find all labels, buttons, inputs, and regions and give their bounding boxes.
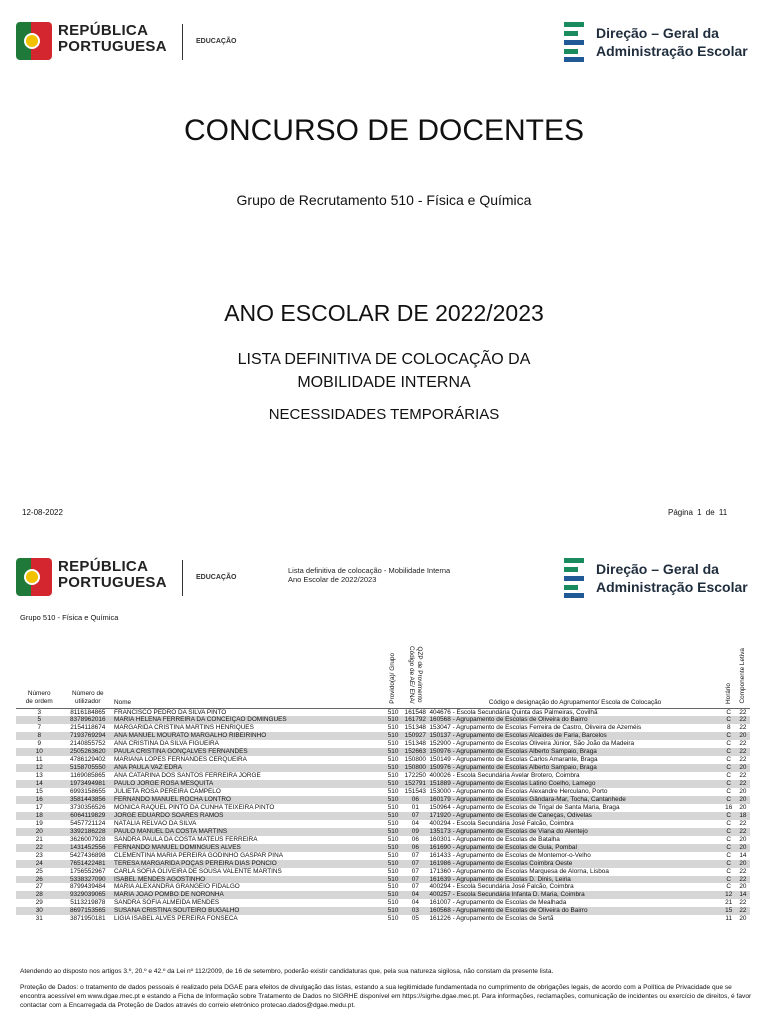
cell-provido-grupo: 510 [384,748,402,756]
cell-componente-letiva: 22 [739,867,747,875]
cell-componente-letiva: 20 [736,764,750,772]
cell-escola-colocacao: 153047 - Agrupamento de Escolas Ferreira de Castro, Oliveira de Azeméis [429,724,642,732]
cell-numero-utilizador: 9329039065 [63,891,114,899]
cell-codigo-provimento: 152791 [402,780,428,788]
table-row [16,836,750,844]
header-numero-utilizador: Número de utilizador [63,628,114,708]
cell-provido-grupo: 510 [387,819,399,827]
cell-numero-utilizador: 1169085865 [70,772,106,780]
cell-numero-utilizador: 5158705550 [63,764,114,772]
cell-numero-utilizador: 8697153565 [63,907,114,915]
portugal-flag-icon [16,22,52,60]
cell-nome: MARIA ALEXANDRA GRANGEIO FIDALGO [114,883,240,891]
dgae-logo [564,558,754,598]
table-row [16,828,750,836]
dgae-wordmark: Direção – Geral da Administração Escolar [596,25,748,59]
cell-horario: 8 [726,724,731,732]
cell-nome: ISABEL MENDES AGOSTINHO [113,876,384,884]
table-row [16,740,750,748]
cell-escola-colocacao: 161986 - Agrupamento de Escolas Coimbra Oeste [428,860,721,868]
cell-escola-colocacao: 161639 - Agrupamento de Escolas D. Dinis, Leiria [428,876,721,884]
cell-numero-utilizador: 7193769294 [63,732,114,740]
placement-table [16,628,750,923]
cell-codigo-provimento: 150800 [402,764,428,772]
dgae-wordmark: Direção – Geral da Administração Escolar [596,561,748,595]
table-row [16,915,750,923]
table-row [16,868,750,876]
recruitment-group: Grupo de Recrutamento 510 - Física e Química [236,192,532,208]
table-row [16,883,750,891]
cell-codigo-provimento: 07 [402,876,428,884]
cell-codigo-provimento: 161792 [402,716,428,724]
cell-numero-utilizador: 2140855752 [70,740,106,748]
cell-componente-letiva: 22 [739,772,747,780]
cell-codigo-provimento: 150927 [402,732,428,740]
cell-componente-letiva: 20 [739,835,747,843]
cell-numero-utilizador: 3730356526 [70,803,106,811]
republica-portuguesa-wordmark: REPÚBLICA PORTUGUESA [58,558,167,591]
cell-nome: MÓNICA RAQUEL PINTO DA CUNHA TEIXEIRA PINTO [114,803,275,811]
cell-codigo-provimento: 161548 [404,708,426,716]
table-row [16,891,750,899]
cell-horario: C [726,851,732,859]
cell-nome: PAULA CRISTINA GONÇALVES FERNANDES [113,748,384,756]
cell-numero-utilizador: 4786129402 [70,756,106,764]
list-date: 12-08-2022 [22,508,63,517]
cell-nome: CLEMENTINA MARIA PEREIRA GODINHO GASPAR PINA [114,851,283,859]
cell-horario: 12 [722,891,736,899]
cell-provido-grupo: 510 [387,851,399,859]
needs-title: NECESSIDADES TEMPORÁRIAS [268,406,500,423]
cell-escola-colocacao: 135173 - Agrupamento de Escolas de Viana do Alentejo [428,828,721,836]
cell-componente-letiva: 20 [736,860,750,868]
cell-codigo-provimento: 152663 [402,748,428,756]
cell-escola-colocacao: 400294 - Escola Secundária José Falcão, Coimbra [429,883,574,891]
cell-componente-letiva: 22 [739,819,747,827]
cell-escola-colocacao: 161007 - Agrupamento de Escolas de Mealhada [429,899,567,907]
header-escola-colocacao: Código e designação do Agrupamento/ Escola de Colocação [428,628,721,708]
cell-componente-letiva: 22 [736,780,750,788]
cell-escola-colocacao: 400026 - Escola Secundária Avelar Brotero, Coimbra [429,772,580,780]
cell-numero-utilizador: 1973494981 [63,780,114,788]
cell-escola-colocacao: 150149 - Agrupamento de Escolas Carlos Amarante, Braga [429,756,598,764]
school-year: ANO ESCOLAR DE 2022/2023 [224,300,544,326]
cell-provido-grupo: 510 [384,796,402,804]
cell-componente-letiva: 20 [739,883,747,891]
cell-numero-utilizador: 5113219878 [70,899,106,907]
cell-nome: ANA CRISTINA DA SILVA FIGUEIRA [114,740,219,748]
cell-codigo-provimento: 04 [411,899,419,907]
cell-horario: C [722,844,736,852]
cell-codigo-provimento: 05 [411,915,419,923]
cell-escola-colocacao: 150964 - Agrupamento de Escolas de Trigal de Santa Maria, Braga [429,803,620,811]
header-codigo-provimento: Código de AE/ ENA/ QZP de Provimento [402,628,428,708]
cell-horario: C [722,764,736,772]
cell-horario: C [726,835,732,843]
cell-numero-ordem: 30 [16,907,63,915]
cell-horario: C [726,772,732,780]
cell-provido-grupo: 510 [387,724,399,732]
table-row [16,708,750,716]
republica-portuguesa-logo [16,556,237,600]
cell-componente-letiva: 22 [736,876,750,884]
header-horario: Horário [722,628,736,708]
cell-provido-grupo: 510 [384,891,402,899]
cell-provido-grupo: 510 [387,772,399,780]
table-header-row [16,628,750,708]
cell-componente-letiva: 20 [736,844,750,852]
cell-numero-utilizador: 8116184865 [70,708,106,716]
cell-horario: C [722,860,736,868]
cell-horario: C [726,819,732,827]
dgae-mark-icon [564,558,586,598]
cell-numero-ordem: 27 [35,883,43,891]
cell-horario: 15 [722,907,736,915]
cell-nome: MARIANA LOPES FERNANDES CERQUEIRA [114,756,247,764]
cell-codigo-provimento: 06 [411,835,419,843]
cell-numero-ordem: 17 [35,803,43,811]
cell-numero-utilizador: 5457721124 [70,819,106,827]
cell-horario: C [726,883,732,891]
cell-horario: C [726,867,732,875]
cell-componente-letiva: 22 [739,899,747,907]
cell-provido-grupo: 510 [387,899,399,907]
cell-escola-colocacao: 161226 - Agrupamento de Escolas de Sertã [429,915,554,923]
cell-codigo-provimento: 06 [402,796,428,804]
list-title: LISTA DEFINITIVA DE COLOCAÇÃO DA MOBILIDADE INTERNA [237,351,531,391]
cell-provido-grupo: 510 [384,907,402,915]
table-row [16,716,750,724]
cell-numero-utilizador: 6064119829 [63,812,114,820]
cell-provido-grupo: 510 [387,788,399,796]
cell-componente-letiva: 20 [736,732,750,740]
cell-provido-grupo: 510 [384,844,402,852]
cell-numero-ordem: 23 [35,851,43,859]
cell-componente-letiva: 22 [736,716,750,724]
cell-provido-grupo: 510 [384,732,402,740]
cell-numero-ordem: 12 [16,764,63,772]
cell-nome: SUSANA CRISTINA SOUTEIRO BUGALHO [113,907,384,915]
page-title: CONCURSO DE DOCENTES [183,114,585,147]
cell-codigo-provimento: 03 [402,907,428,915]
educacao-label: EDUCAÇÃO [196,38,237,45]
cell-provido-grupo: 510 [384,764,402,772]
cell-numero-ordem: 5 [16,716,63,724]
cell-nome: SANDRA PAULA DA COSTA MATEUS FERREIRA [114,835,258,843]
dgae-logo [564,22,754,62]
header-nome: Nome [113,628,384,708]
table-row [16,907,750,915]
cell-provido-grupo: 510 [387,915,399,923]
cell-escola-colocacao: 150976 - Agrupamento de Escolas Alberto Sampaio, Braga [428,764,721,772]
cell-nome: PAULO JORGE ROSA MESQUITA [113,780,384,788]
cell-numero-ordem: 10 [16,748,63,756]
cell-escola-colocacao: 171360 - Agrupamento de Escolas Marquesa de Alorna, Lisboa [429,867,609,875]
cell-provido-grupo: 510 [384,860,402,868]
table-row [16,732,750,740]
cell-nome: CARLA SOFIA OLIVEIRA DE SOUSA VALENTE MARTINS [114,867,282,875]
cell-componente-letiva: 14 [739,851,747,859]
cell-codigo-provimento: 150800 [404,756,426,764]
cell-codigo-provimento: 151348 [404,724,426,732]
table-row [16,780,750,788]
cell-numero-ordem: 24 [16,860,63,868]
cell-numero-ordem: 26 [16,876,63,884]
cell-horario: C [726,708,732,716]
cell-numero-ordem: 18 [16,812,63,820]
cell-codigo-provimento: 04 [402,891,428,899]
group-label: Grupo 510 - Física e Química [20,613,119,622]
cell-escola-colocacao: 161690 - Agrupamento de Escolas de Gula, Pombal [428,844,721,852]
cell-horario: C [722,812,736,820]
cell-escola-colocacao: 152900 - Agrupamento de Escolas Oliveira Júnior, São João da Madeira [429,740,635,748]
cell-nome: ANA CATARINA DOS SANTOS FERREIRA JORGE [114,772,261,780]
cell-nome: MARIA HELENA FERREIRA DA CONCEIÇÃO DOMINGUES [113,716,384,724]
cell-codigo-provimento: 07 [411,883,419,891]
table-row [16,812,750,820]
table-row [16,820,750,828]
cell-nome: ANA MANUEL MOURATO MARGALHO RIBEIRINHO [113,732,384,740]
cell-nome: NATÁLIA RELVÃO DA SILVA [114,819,197,827]
page-number: Página 1 de 11 [668,508,728,517]
cell-componente-letiva: 22 [736,828,750,836]
cell-provido-grupo: 510 [384,828,402,836]
cell-escola-colocacao: 160568 - Agrupamento de Escolas de Oliveira do Bairro [428,907,721,915]
cell-horario: 11 [725,915,733,923]
cell-escola-colocacao: 404676 - Escola Secundária Quinta das Palmeiras, Covilhã [429,708,598,716]
cell-componente-letiva: 22 [739,708,747,716]
table-row [16,764,750,772]
cell-nome: PAULO MANUEL DA COSTA MARTINS [113,828,384,836]
cell-escola-colocacao: 171920 - Agrupamento de Escolas de Caneças, Odivelas [428,812,721,820]
cell-numero-ordem: 15 [35,788,43,796]
cell-componente-letiva: 22 [736,907,750,915]
cover-header [0,16,768,66]
cell-numero-ordem: 16 [16,796,63,804]
cell-numero-utilizador: 6993158655 [70,788,106,796]
cell-nome: LIGIA ISABEL ALVES PEREIRA FONSECA [114,915,238,923]
cell-provido-grupo: 510 [384,716,402,724]
cell-codigo-provimento: 06 [402,844,428,852]
cell-componente-letiva: 20 [739,803,747,811]
logo-divider [182,24,183,60]
cell-numero-ordem: 28 [16,891,63,899]
table-page-header [0,552,768,602]
cell-numero-ordem: 20 [16,828,63,836]
dgae-mark-icon [564,22,586,62]
cell-componente-letiva: 18 [736,812,750,820]
cell-provido-grupo: 510 [384,876,402,884]
cell-componente-letiva: 20 [736,796,750,804]
cell-codigo-provimento: 151348 [404,740,426,748]
cell-codigo-provimento: 07 [411,867,419,875]
table-row [16,804,750,812]
cell-horario: C [722,732,736,740]
portugal-flag-icon [16,558,52,596]
table-row [16,899,750,907]
table-row [16,852,750,860]
confidentiality-note: Atendendo ao disposto nos artigos 3.º, 20.º e 42.º da Lei nº 112/2009, de 16 de setembro, poderão existir candidaturas que, pela sua natureza sigilosa, não constam da presente lista. [20,968,554,975]
cell-escola-colocacao: 150976 - Agrupamento de Escolas Alberto Sampaio, Braga [428,748,721,756]
cell-provido-grupo: 510 [387,803,399,811]
header-numero-ordem: Número de ordem [16,628,63,708]
cell-numero-ordem: 13 [35,772,43,780]
cell-escola-colocacao: 400257 - Escola Secundária Infanta D. Maria, Coimbra [428,891,721,899]
cell-numero-utilizador: 1756552967 [70,867,106,875]
cell-provido-grupo: 510 [384,780,402,788]
cell-numero-ordem: 11 [35,756,43,764]
table-row [16,748,750,756]
cell-provido-grupo: 510 [387,835,399,843]
cell-numero-ordem: 19 [35,819,43,827]
cell-horario: 16 [725,803,733,811]
cell-numero-utilizador: 5427436898 [70,851,106,859]
cell-escola-colocacao: 160568 - Agrupamento de Escolas de Oliveira do Bairro [428,716,721,724]
cell-escola-colocacao: 160179 - Agrupamento de Escolas Gândara-Mar, Tocha, Cantanhede [428,796,721,804]
cell-nome: ANA PAULA VAZ EDRA [113,764,384,772]
table-row [16,796,750,804]
table-row [16,860,750,868]
cell-numero-ordem: 7 [37,724,42,732]
header-provido-grupo: Provido(a)/ Grupo [384,628,402,708]
cell-numero-utilizador: 3392186228 [63,828,114,836]
header-componente-letiva: Componente Letiva [736,628,750,708]
cell-codigo-provimento: 09 [402,828,428,836]
table-row [16,788,750,796]
cell-escola-colocacao: 150137 - Agrupamento de Escolas Alcaides de Faria, Barcelos [428,732,721,740]
republica-portuguesa-wordmark: REPÚBLICA PORTUGUESA [58,22,167,55]
cell-provido-grupo: 510 [387,708,399,716]
cell-numero-utilizador: 2505263620 [63,748,114,756]
cell-numero-ordem: 25 [35,867,43,875]
cell-horario: C [722,780,736,788]
cell-numero-utilizador: 8378962016 [63,716,114,724]
cell-componente-letiva: 14 [736,891,750,899]
cell-numero-ordem: 31 [35,915,43,923]
cell-numero-utilizador: 8799439484 [70,883,106,891]
cell-numero-ordem: 22 [16,844,63,852]
cell-codigo-provimento: 01 [411,803,419,811]
cell-codigo-provimento: 04 [411,819,419,827]
cell-componente-letiva: 22 [739,740,747,748]
cell-horario: 21 [725,899,733,907]
cell-componente-letiva: 22 [736,748,750,756]
table-row [16,876,750,884]
table-row [16,772,750,780]
cell-componente-letiva: 22 [739,724,747,732]
cell-nome: TERESA MARGARIDA POÇAS PEREIRA DIAS PÔNCIO [113,860,384,868]
cell-horario: C [726,756,732,764]
cell-provido-grupo: 510 [387,867,399,875]
cell-nome: FERNANDO MANUEL DOMINGUES ALVES [113,844,384,852]
cell-provido-grupo: 510 [387,883,399,891]
cell-numero-utilizador: 7651422481 [63,860,114,868]
cell-provido-grupo: 510 [387,756,399,764]
cell-numero-ordem: 9 [37,740,42,748]
document-info: Lista definitiva de colocação - Mobilidade Interna Ano Escolar de 2022/2023 [288,566,451,584]
cell-numero-ordem: 21 [35,835,43,843]
cell-escola-colocacao: 400294 - Escola Secundária José Falcão, Coimbra [429,819,574,827]
republica-portuguesa-logo [16,20,237,64]
cell-codigo-provimento: 07 [411,851,419,859]
cell-escola-colocacao: 153000 - Agrupamento de Escolas Alexandre Herculano, Porto [429,788,608,796]
cell-horario: C [722,716,736,724]
cell-escola-colocacao: 161433 - Agrupamento de Escolas de Montemor-o-Velho [429,851,591,859]
cell-horario: C [722,876,736,884]
cell-nome: JORGE EDUARDO SOARES RAMOS [113,812,384,820]
cell-nome: FERNANDO MANUEL ROCHA LONTRO [113,796,384,804]
table-row [16,756,750,764]
cell-codigo-provimento: 172250 [404,772,426,780]
cell-numero-utilizador: 5338327090 [63,876,114,884]
cell-horario: C [722,796,736,804]
cell-numero-ordem: 8 [16,732,63,740]
cell-numero-ordem: 29 [35,899,43,907]
table-row [16,724,750,732]
cell-horario: C [726,788,732,796]
cell-componente-letiva: 20 [739,788,747,796]
cell-horario: C [726,740,732,748]
educacao-label: EDUCAÇÃO [196,574,237,581]
cell-escola-colocacao: 151889 - Agrupamento de Escolas Latino Coelho, Lamego [428,780,721,788]
cell-numero-ordem: 3 [37,708,42,716]
cell-nome: MARIA JOÃO POMBO DE NORONHA [113,891,384,899]
cell-numero-utilizador: 3626007928 [70,835,106,843]
cell-nome: FRANCISCO PEDRO DA SILVA PINTO [114,708,227,716]
cell-provido-grupo: 510 [387,740,399,748]
cell-codigo-provimento: 151543 [404,788,426,796]
cell-componente-letiva: 20 [739,915,747,923]
cell-codigo-provimento: 07 [402,860,428,868]
cell-escola-colocacao: 160301 - Agrupamento de Escolas de Batalha [429,835,560,843]
table-row [16,844,750,852]
cell-provido-grupo: 510 [384,812,402,820]
cell-nome: JULIETA ROSA PEREIRA CAMPELO [114,788,221,796]
cell-codigo-provimento: 07 [402,812,428,820]
cell-numero-utilizador: 2154118674 [70,724,106,732]
cell-componente-letiva: 22 [739,756,747,764]
privacy-notice: Proteção de Dados: o tratamento de dados pessoais é realizado pela DGAE para efeitos de divulgação das listas, estando a sua legitimidade fundamentada no cumprimento de obrigações legais, de acordo com a Política de Privacidade que se encontra acessível em www.dgae.mec.pt e estando a Ficha de Informação sobre Tratamento de Dados no SIGRHE disponível em https://sigrhe.dgae.mec.pt. Para informações, reclamações, comunicação de incidentes ou exercício de direitos, é favor contactar com a Encarregada da Proteção de Dados através do correio eletrónico protecao.dados@dgae.medu.pt. [20,984,752,1009]
cell-numero-utilizador: 3871950181 [70,915,106,923]
cell-nome: SANDRA SOFIA ALMEIDA MENDES [114,899,220,907]
table-body [16,708,750,923]
cell-horario: C [722,828,736,836]
cell-numero-utilizador: 3581443856 [63,796,114,804]
cell-nome: MARGARIDA CRISTINA MARTINS HENRIQUES [114,724,254,732]
logo-divider [182,560,183,596]
cell-numero-utilizador: 1431452556 [63,844,114,852]
cell-horario: C [722,748,736,756]
cell-numero-ordem: 14 [16,780,63,788]
